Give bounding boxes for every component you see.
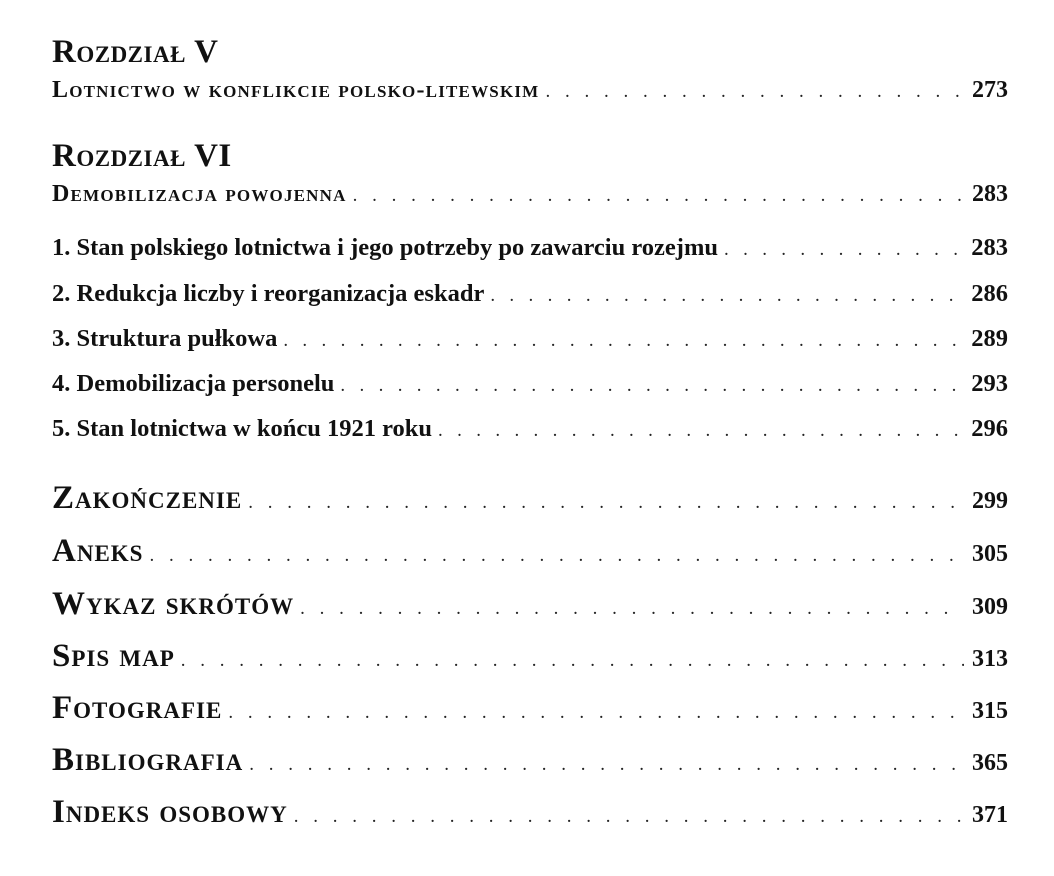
toc-entry-page-number: 283 [972,181,1008,207]
toc-entry-title: Aneks [52,533,144,569]
toc-entry-bibliography[interactable] [52,744,1008,777]
dot-leader [228,703,964,722]
dot-leader [438,421,963,440]
toc-entry-page-number: 296 [971,415,1008,442]
toc-entry-title: Bibliografia [52,742,244,778]
toc-entry-title: 4. Demobilizacja personelu [52,370,335,397]
dot-leader [283,331,963,350]
dot-leader [724,240,963,259]
toc-entry-page-number: 315 [972,698,1008,724]
toc-entry-maps[interactable] [52,640,1008,673]
toc-entry-section[interactable] [52,417,1008,442]
toc-entry-title: Fotografie [52,690,223,726]
toc-entry-chapter-6[interactable] [52,182,1008,206]
dot-leader [340,376,963,395]
toc-entry-page-number: 365 [972,750,1008,776]
dot-leader [294,807,964,826]
toc-entry-abbreviations[interactable] [52,588,1008,621]
toc-entry-title: Zakończenie [52,480,243,516]
chapter-6-heading: Rozdział VI [52,138,232,174]
dot-leader [300,599,964,618]
toc-entry-section[interactable] [52,327,1008,352]
toc-entry-page-number: 286 [971,280,1008,307]
dot-leader [249,755,964,774]
toc-entry-section[interactable] [52,282,1008,307]
toc-entry-page-number: 299 [972,488,1008,514]
dot-leader [248,493,964,512]
toc-entry-page-number: 305 [972,541,1008,567]
dot-leader [545,82,964,101]
toc-entry-title: Spis map [52,638,175,674]
toc-entry-title: 1. Stan polskiego lotnictwa i jego potrzeby po zawarciu rozejmu [52,234,718,261]
toc-entry-title: Wykaz skrótów [52,586,295,622]
toc-entry-conclusion[interactable] [52,482,1008,515]
toc-entry-index[interactable] [52,796,1008,829]
toc-entry-page-number: 371 [972,802,1008,828]
toc-entry-page-number: 283 [971,234,1008,261]
chapter-5-heading: Rozdział V [52,34,219,70]
toc-entry-chapter-5[interactable] [52,78,1008,102]
toc-entry-page-number: 273 [972,77,1008,103]
toc-entry-annex[interactable] [52,535,1008,568]
dot-leader [490,286,963,305]
toc-entry-title: Indeks osobowy [52,794,288,830]
toc-entry-page-number: 293 [971,370,1008,397]
toc-entry-page-number: 289 [971,325,1008,352]
dot-leader [353,186,964,205]
toc-entry-title: Demobilizacja powojenna [52,181,347,207]
toc-entry-title: Lotnictwo w konflikcie polsko-litewskim [52,77,540,103]
toc-entry-title: 3. Struktura pułkowa [52,325,278,352]
toc-entry-title: 5. Stan lotnictwa w końcu 1921 roku [52,415,433,442]
dot-leader [181,651,964,670]
toc-entry-section[interactable] [52,236,1008,261]
toc-entry-page-number: 313 [972,646,1008,672]
toc-entry-title: 2. Redukcja liczby i reorganizacja eskadr [52,280,485,307]
toc-entry-page-number: 309 [972,594,1008,620]
dot-leader [149,546,964,565]
toc-entry-photographs[interactable] [52,692,1008,725]
toc-entry-section[interactable] [52,372,1008,397]
